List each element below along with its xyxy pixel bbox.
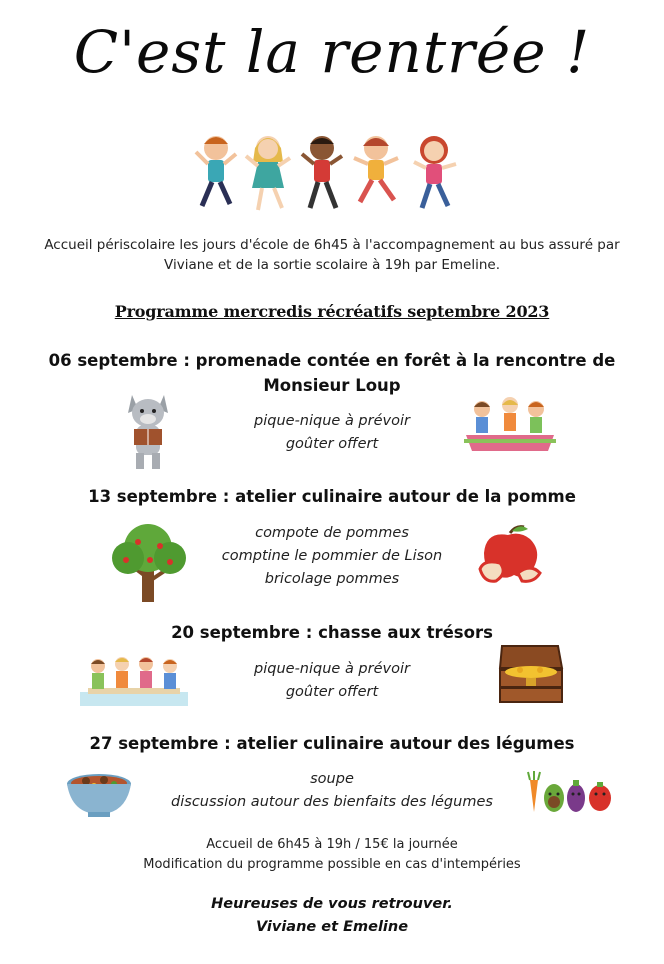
section-details (160, 522, 504, 591)
signature-line: Heureuses de vous retrouver. (211, 896, 453, 912)
detail-line: goûter offert (285, 436, 379, 452)
detail-line: pique-nique à prévoir (254, 661, 410, 677)
kids-picnic-icon (462, 395, 558, 453)
section-title-line: 20 septembre : chasse aux trésors (171, 623, 493, 642)
section-details (160, 658, 504, 704)
section-title-line: 06 septembre : promenade contée en forêt à la rencontre de (48, 351, 616, 370)
program-title: Programme mercredis récréatifs septembre 2023 (114, 302, 550, 321)
signature-line: Viviane et Emeline (255, 919, 409, 935)
detail-line: discussion autour des bienfaits des légumes (171, 794, 493, 810)
section-details (160, 768, 504, 814)
jumping-children-icon (190, 128, 475, 220)
intro-text (40, 235, 624, 275)
detail-line: comptine le pommier de Lison (221, 548, 443, 564)
detail-line: soupe (310, 771, 354, 787)
section-title (20, 484, 644, 509)
section-details (160, 410, 504, 456)
intro-line: Accueil périscolaire les jours d'école de 6h45 à l'accompagnement au bus assuré par (44, 237, 620, 253)
footer-info (0, 835, 664, 875)
page-title: C'est la rentrée ! (73, 18, 591, 86)
detail-line: pique-nique à prévoir (254, 413, 410, 429)
signature (0, 893, 664, 939)
section-title-line: Monsieur Loup (263, 376, 401, 395)
detail-line: bricolage pommes (264, 571, 400, 587)
apple-icon (478, 523, 544, 585)
detail-line: goûter offert (285, 684, 379, 700)
detail-line: compote de pommes (255, 525, 409, 541)
section-title-line: 27 septembre : atelier culinaire autour des légumes (89, 734, 575, 753)
footer-line: Modification du programme possible en cas d'intempéries (143, 857, 521, 872)
vegetables-icon (520, 770, 622, 816)
treasure-chest-icon (496, 640, 566, 706)
intro-line: Viviane et de la sortie scolaire à 19h par Emeline. (164, 257, 500, 273)
section-title (20, 348, 644, 398)
section-title-line: 13 septembre : atelier culinaire autour de la pomme (88, 487, 576, 506)
soup-bowl-icon (64, 768, 134, 820)
section-title (20, 731, 644, 756)
footer-line: Accueil de 6h45 à 19h / 15€ la journée (206, 837, 458, 852)
